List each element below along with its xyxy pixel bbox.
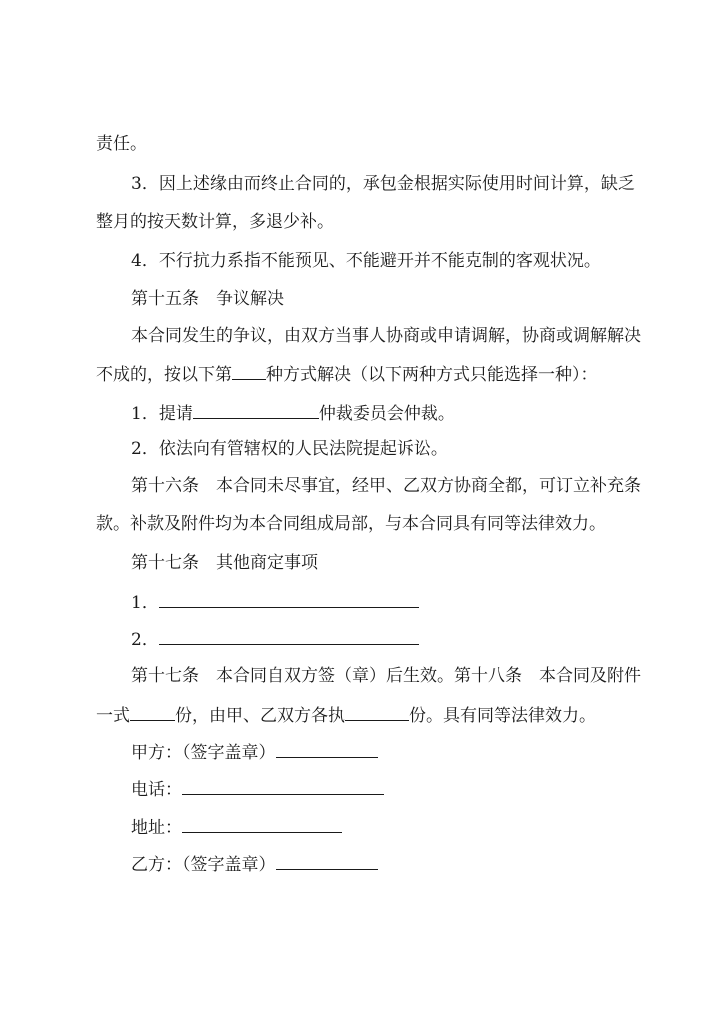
text-fragment: 电话：: [131, 780, 182, 800]
text-line: 整月的按天数计算，多退少补。: [96, 212, 334, 232]
text-line: [96, 362, 598, 387]
party-b-signature: [131, 852, 378, 877]
text-fragment: 乙方：（签字盖章）: [131, 855, 276, 875]
text-line: 责任。: [96, 134, 147, 154]
blank-copies-each[interactable]: [345, 703, 409, 721]
text-fragment: 仲裁委员会仲裁。: [318, 404, 455, 424]
text-fragment: 1．提请: [131, 404, 193, 424]
other-item-1: [131, 590, 419, 615]
clause-3: 3．因上述缘由而终止合同的，承包金根据实际使用时间计算，缺乏: [131, 174, 635, 194]
clause-4: 4．不行抗力系指不能预见、不能避开并不能克制的客观状况。: [131, 251, 601, 271]
text-line: [96, 703, 596, 728]
text-fragment: 2．: [131, 630, 159, 650]
blank-item-2[interactable]: [159, 627, 419, 645]
blank-arbitration-committee[interactable]: [193, 401, 319, 419]
other-item-2: [131, 627, 419, 652]
blank-party-b-signature[interactable]: [276, 852, 378, 870]
article-17-effective: 第十七条 本合同自双方签（章）后生效。第十八条 本合同及附件: [131, 666, 641, 686]
option-2: 2．依法向有管辖权的人民法院提起诉讼。: [131, 439, 448, 459]
blank-phone[interactable]: [182, 777, 384, 795]
text-line: 本合同发生的争议，由双方当事人协商或申请调解，协商或调解解决: [131, 326, 641, 346]
party-a-signature: [131, 740, 378, 765]
text-fragment: 份，由甲、乙双方各执: [175, 706, 345, 726]
text-fragment: 份。具有同等法律效力。: [409, 706, 596, 726]
address-line: [131, 815, 342, 840]
text-fragment: 种方式解决（以下两种方式只能选择一种）：: [266, 365, 598, 385]
phone-line: [131, 777, 384, 802]
blank-item-1[interactable]: [159, 590, 419, 608]
article-15-heading: 第十五条 争议解决: [131, 289, 284, 309]
text-fragment: 地址：: [131, 818, 182, 838]
blank-address[interactable]: [182, 815, 342, 833]
article-17-heading: 第十七条 其他商定事项: [131, 553, 318, 573]
blank-copies-total[interactable]: [130, 703, 175, 721]
article-16: 第十六条 本合同未尽事宜，经甲、乙双方协商全都，可订立补充条: [131, 476, 641, 496]
text-line: 款。补款及附件均为本合同组成局部，与本合同具有同等法律效力。: [96, 514, 606, 534]
blank-party-a-signature[interactable]: [276, 740, 378, 758]
blank-method-number[interactable]: [232, 362, 266, 380]
option-1: [131, 401, 455, 426]
text-fragment: 甲方：（签字盖章）: [131, 743, 276, 763]
text-fragment: 不成的，按以下第: [96, 365, 232, 385]
text-fragment: 一式: [96, 706, 130, 726]
text-fragment: 1．: [131, 593, 159, 613]
